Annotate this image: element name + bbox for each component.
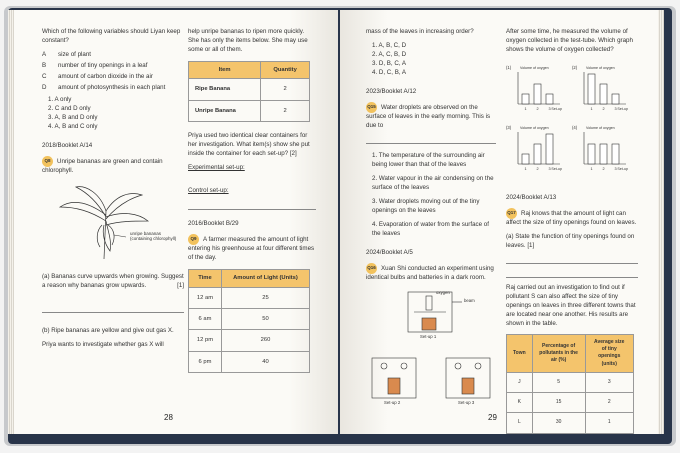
q17-text: Q17 Raj knows that the amount of light can affect the size of tiny openings found on leaves.	[506, 208, 638, 228]
table-row: 6 am 50	[189, 308, 310, 329]
graph-ylabel: Volume of oxygen	[586, 65, 615, 70]
control-label: Control set-up:	[188, 187, 229, 195]
question-8a: (a) Bananas curve upwards when growing. Suggest a reason why bananas grow upwards. [1]	[42, 272, 184, 289]
answer-line	[506, 256, 638, 264]
setup-paragraph: Priya used two identical clear containers for her investigation. What item(s) show she put inside the container for each set-up? [2]	[188, 132, 310, 158]
graph-tick-label: 3	[548, 106, 551, 111]
items-table	[188, 61, 310, 122]
answer-3: 3. D, B, C, A	[372, 59, 407, 67]
right-page	[340, 10, 658, 434]
q15-option-1: 1. The temperature of the surrounding air being lower than that of the leaves	[372, 152, 485, 168]
graph-bar	[522, 154, 529, 164]
page-edges-right	[658, 10, 664, 434]
graph-intro: After some time, he measured the volume of oxygen collected in the test-tube. Which graph shows the volume of oxygen collected?	[506, 28, 633, 53]
answer-2: 2. C and D only	[48, 104, 91, 112]
page-number: 29	[488, 413, 497, 423]
graph-tick-label: 3	[614, 166, 617, 171]
graph-ylabel: Volume of oxygen	[586, 125, 615, 130]
divider	[366, 136, 496, 144]
answer-line	[42, 305, 184, 313]
graph-ylabel: Volume of oxygen	[520, 65, 549, 70]
question-intro: mass of the leaves in increasing order?	[366, 28, 474, 35]
plant-label: unripe bananas (containing chlorophyll)	[130, 230, 177, 242]
graph-xlabel: Set-up	[617, 106, 628, 111]
graph-number: (1)	[506, 64, 512, 70]
q8-text: Q8 Unripe bananas are green and contain chlorophyll.	[42, 156, 184, 176]
option-d: D amount of photosynthesis in each plant	[42, 83, 166, 91]
q15-badge: Q15	[366, 102, 377, 113]
graph-bar	[588, 74, 595, 104]
graph-tick-label: 2	[602, 166, 605, 171]
items-intro: help unripe bananas to ripen more quickly. She has only the items below. She may use some or all of them.	[188, 28, 308, 53]
q16-text: Q16 Xuan Shi conducted an experiment using identical bulbs and batteries in a dark room.	[366, 263, 496, 283]
q8-badge: Q8	[42, 156, 53, 167]
graph-bar	[534, 84, 541, 104]
option-a: A size of plant	[42, 50, 92, 58]
answer-line	[188, 202, 316, 210]
q9-text: Q9 A farmer measured the amount of light entering his greenhouse at four different times of the day.	[188, 234, 316, 263]
graph-number: (2)	[572, 64, 578, 70]
question-8c: Priya wants to investigate whether gas X will	[42, 340, 164, 348]
graph-xlabel: Set-up	[617, 166, 628, 171]
graph-tick-label: 1	[590, 106, 593, 111]
q15-text: Q15 Water droplets are observed on the surface of leaves in the early morning. This is due to	[366, 102, 496, 131]
table-row: L 30 1	[507, 413, 634, 433]
table-row: 12 am 25	[189, 287, 310, 308]
graph-tick-label: 1	[590, 166, 593, 171]
items-header-item: Item	[189, 61, 261, 78]
light-table	[188, 269, 310, 373]
graph-bar	[600, 144, 607, 164]
graph-tick-label: 1	[524, 106, 527, 111]
q15-option-3: 3. Water droplets moving out of the tiny openings on the leaves	[372, 197, 480, 214]
booklet-ref: 2018/Booklet A/14	[42, 141, 93, 149]
light-header-amount: Amount of Light (Units)	[221, 270, 309, 287]
town-table	[506, 334, 634, 434]
graph-bar	[612, 144, 619, 164]
table-row: Ripe Banana 2	[189, 79, 310, 100]
left-column-1	[42, 28, 184, 355]
answer-3: 3. A, B and D only	[48, 113, 98, 121]
graph-tick-label: 2	[602, 106, 605, 111]
graph-tick-label: 3	[548, 166, 551, 171]
graph-bar	[522, 94, 529, 104]
beam-label: beam	[464, 297, 475, 303]
setup-1-label: Set-up 1	[420, 333, 437, 339]
booklet-ref: 2016/Booklet B/29	[188, 220, 239, 228]
right-column-2	[506, 28, 638, 434]
table-row: 12 pm 260	[189, 330, 310, 351]
banana-illustration	[42, 181, 184, 263]
graph-tick-label: 1	[524, 166, 527, 171]
answer-2: 2. A, C, B, D	[372, 50, 407, 58]
page-number: 28	[164, 413, 173, 423]
town-header-openings: Average size of tiny openings (units)	[585, 334, 634, 372]
graph-number: (4)	[572, 124, 578, 130]
setup-3-label: Set-up 3	[458, 399, 475, 405]
table-row: K 15 2	[507, 393, 634, 413]
booklet-ref: 2024/Booklet A/5	[366, 248, 413, 256]
graph-bar	[534, 144, 541, 164]
graph-option-2	[572, 64, 634, 118]
graph-tick-label: 2	[536, 166, 539, 171]
graph-number: (3)	[506, 124, 512, 130]
graph-bar	[588, 144, 595, 164]
table-row: J 5 3	[507, 372, 634, 392]
option-c: C amount of carbon dioxide in the air	[42, 72, 153, 80]
answer-line	[506, 270, 638, 278]
graph-bar	[546, 134, 553, 164]
town-paragraph: Raj carried out an investigation to find out if pollutant S can also affect the size of tiny openings on leaves in three different towns that are located near one another. His results are shown in the table.	[506, 284, 636, 327]
option-b: B number of tiny openings in a leaf	[42, 61, 148, 69]
graph-bar	[546, 94, 553, 104]
graph-options	[506, 60, 638, 184]
table-row: 6 pm 40	[189, 351, 310, 372]
graph-bar	[600, 84, 607, 104]
answer-1: 1. A, B, C, D	[372, 41, 407, 49]
booklet-ref: 2023/Booklet A/12	[366, 87, 417, 95]
graph-tick-label: 3	[614, 106, 617, 111]
q17a-text: (a) State the function of tiny openings found on leaves. [1]	[506, 233, 635, 250]
experimental-label: Experimental set-up:	[188, 164, 245, 172]
graph-xlabel: Set-up	[551, 106, 562, 111]
light-header-time: Time	[189, 270, 222, 287]
banana-plant-drawing	[42, 181, 172, 263]
booklet-ref: 2024/Booklet A/13	[506, 193, 557, 201]
table-row: Unripe Banana 2	[189, 100, 310, 121]
q16-badge: Q16	[366, 263, 377, 274]
graph-option-3	[506, 124, 568, 178]
items-header-qty: Quantity	[261, 61, 310, 78]
graph-option-1	[506, 64, 568, 118]
setup-diagrams	[366, 288, 496, 410]
answer-4: 4. A, B and C only	[48, 122, 98, 130]
left-column-2	[188, 28, 316, 373]
oxygen-label: oxygen	[436, 289, 450, 295]
q15-options	[372, 152, 496, 239]
setup-2-label: Set-up 2	[384, 399, 401, 405]
left-page	[14, 10, 338, 434]
answer-list	[372, 42, 496, 78]
experiment-diagram	[366, 288, 496, 410]
answer-4: 4. D, C, B, A	[372, 68, 407, 76]
question-intro: Which of the following variables should Liyan keep constant?	[42, 28, 181, 44]
answer-1: 1. A only	[48, 95, 72, 103]
town-header-town: Town	[507, 334, 533, 372]
q15-option-4: 4. Evaporation of water from the surface of the leaves	[372, 220, 489, 237]
q17-badge: Q17	[506, 208, 517, 219]
answer-list	[48, 96, 184, 132]
graph-bar	[612, 94, 619, 104]
graph-option-4	[572, 124, 634, 178]
question-8b: (b) Ripe bananas are yellow and give out gas X.	[42, 326, 174, 334]
q9-badge: Q9	[188, 234, 199, 245]
town-header-pollutant: Percentage of pollutants in the air (%)	[532, 334, 585, 372]
graph-tick-label: 2	[536, 106, 539, 111]
right-column-1	[366, 28, 496, 410]
graph-xlabel: Set-up	[551, 166, 562, 171]
graph-ylabel: Volume of oxygen	[520, 125, 549, 130]
q15-option-2: 2. Water vapour in the air condensing on the surface of the leaves	[372, 174, 494, 191]
